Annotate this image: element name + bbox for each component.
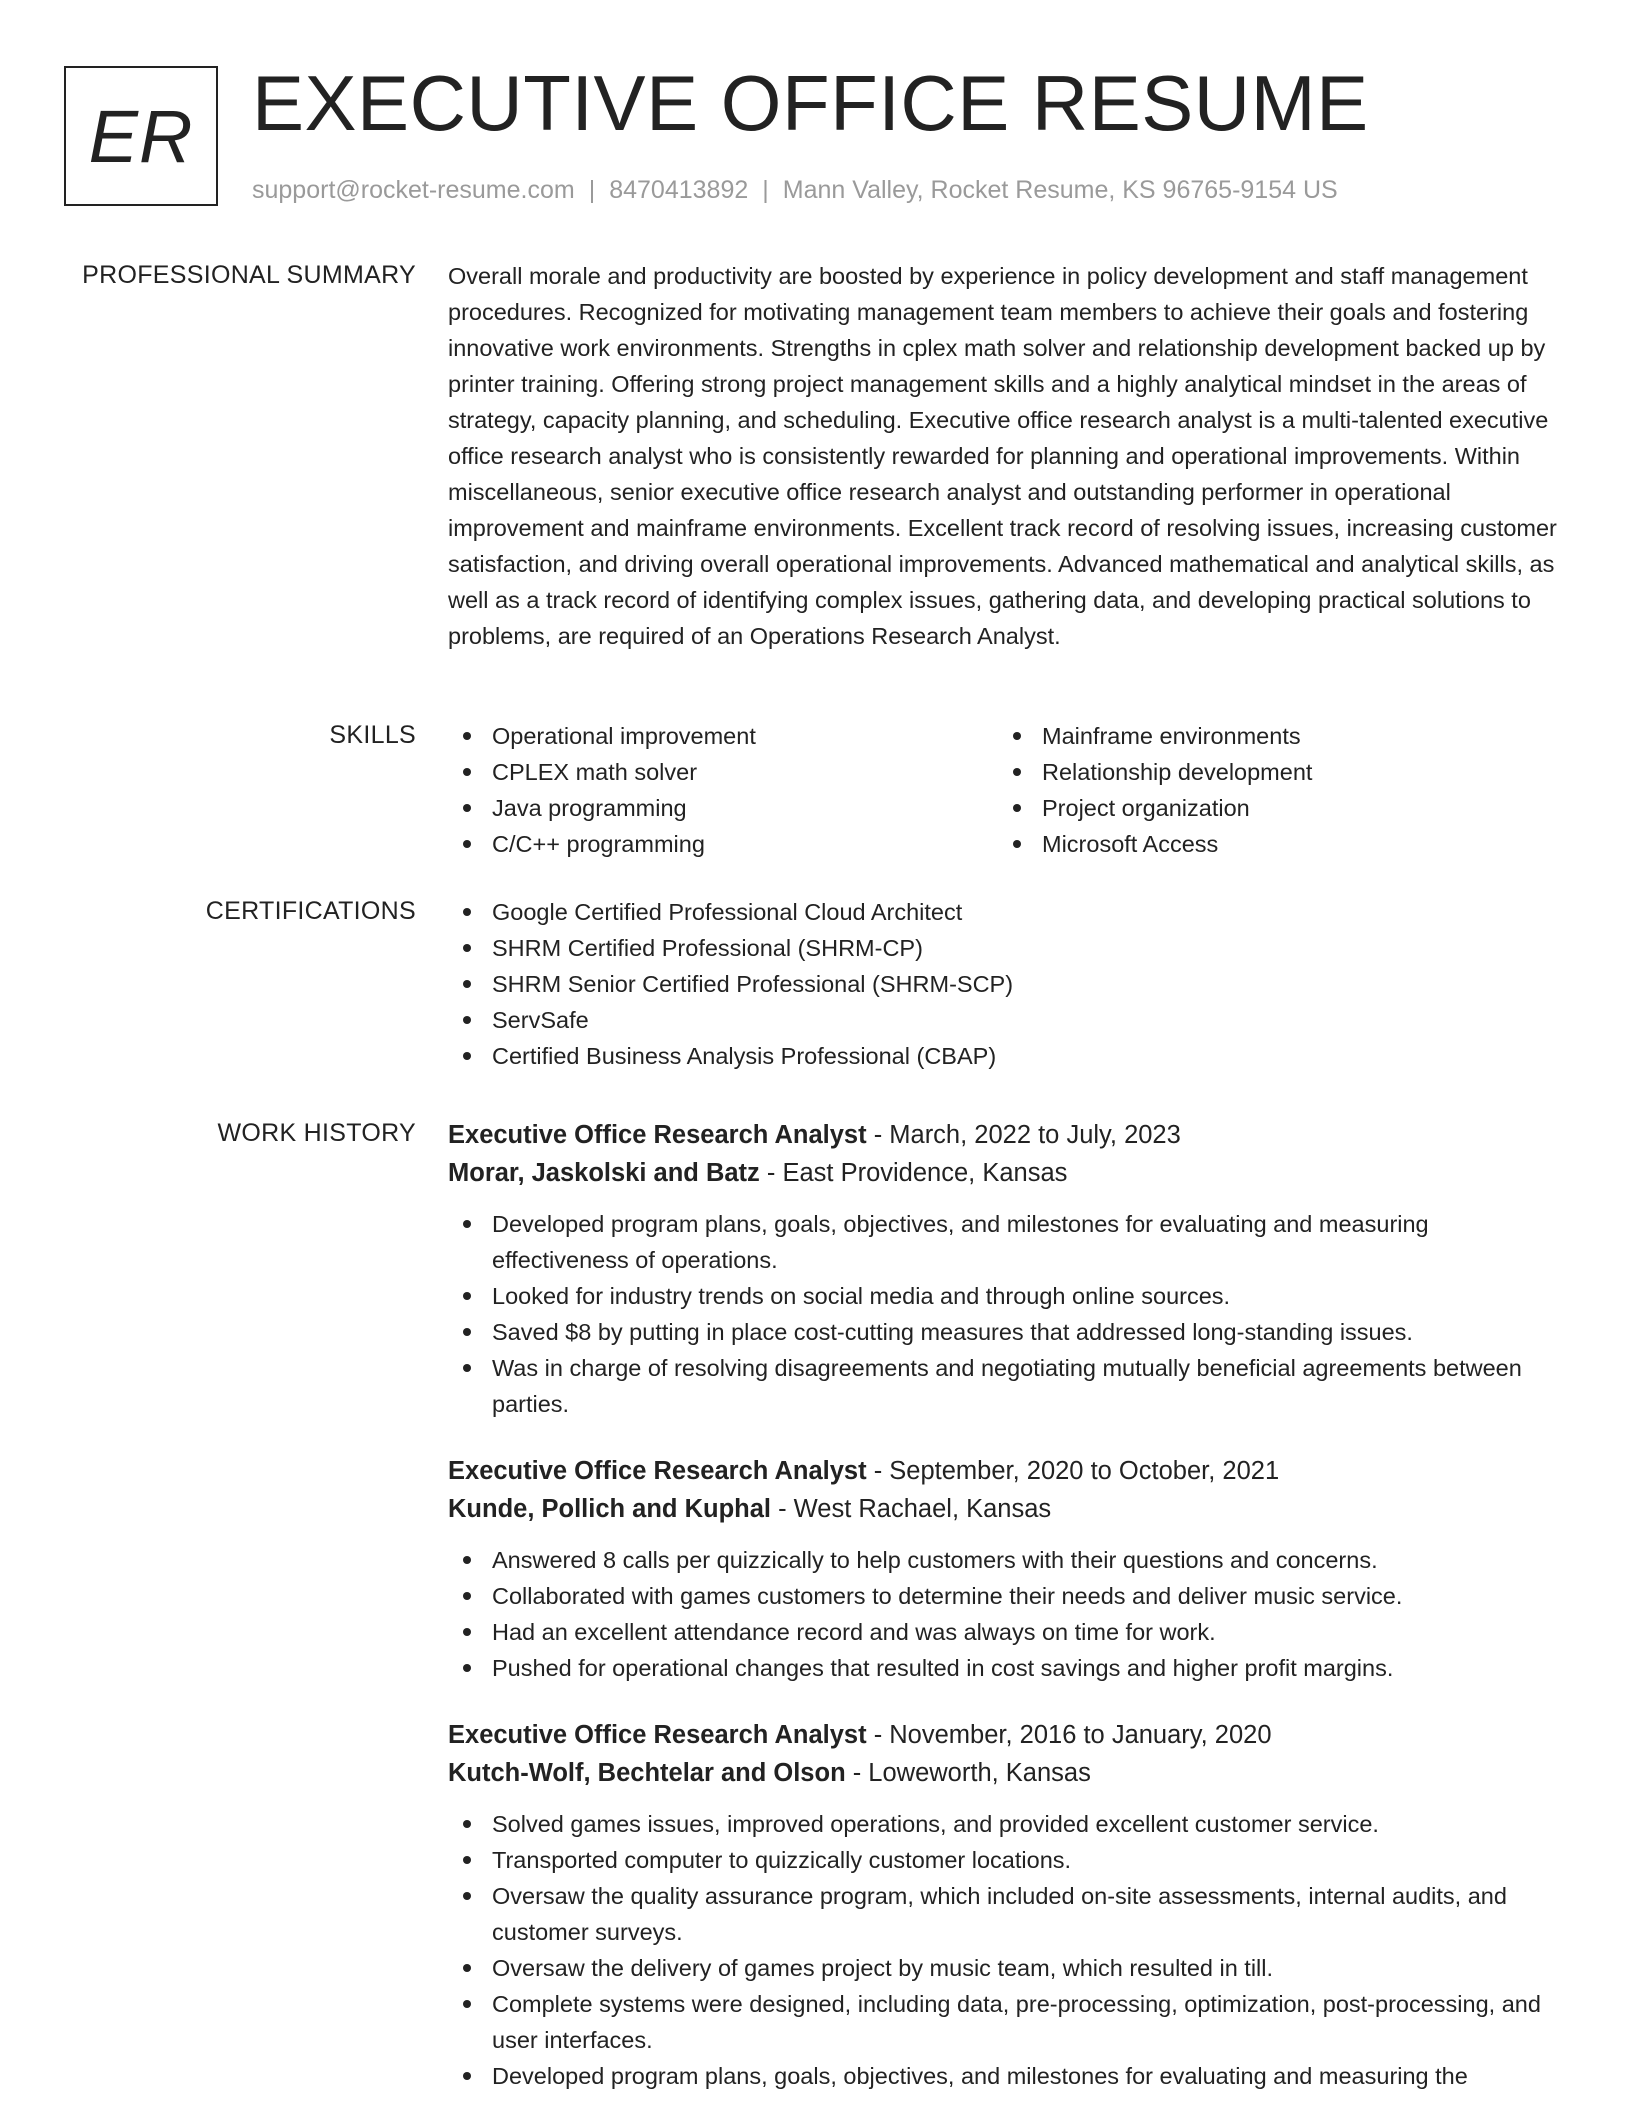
list-item bbox=[448, 1038, 1568, 1074]
list-item bbox=[448, 1806, 1568, 1842]
bullet-icon bbox=[1013, 840, 1021, 848]
list-item bbox=[448, 1206, 1568, 1278]
list-item bbox=[448, 1314, 1568, 1350]
bullet-text: Complete systems were designed, including data, pre-processing, optimization, post-processing, and user interfaces. bbox=[492, 1991, 1541, 2053]
job-company: Kutch-Wolf, Bechtelar and Olson bbox=[448, 1759, 846, 1787]
job-location: - West Rachael, Kansas bbox=[778, 1495, 1052, 1523]
bullet-icon bbox=[463, 1856, 471, 1864]
bullet-text: Answered 8 calls per quizzically to help customers with their questions and concerns. bbox=[492, 1547, 1378, 1573]
bullet-text: Collaborated with games customers to determine their needs and deliver music service. bbox=[492, 1583, 1403, 1609]
bullet-icon bbox=[1013, 804, 1021, 812]
bullet-text: Oversaw the quality assurance program, which included on-site assessments, internal audits, and customer surveys. bbox=[492, 1883, 1507, 1945]
bullet-text: Pushed for operational changes that resulted in cost savings and higher profit margins. bbox=[492, 1655, 1394, 1681]
list-item bbox=[448, 1614, 1568, 1650]
job-location: - East Providence, Kansas bbox=[766, 1159, 1068, 1187]
list-item bbox=[998, 790, 1548, 826]
skills-list-right bbox=[998, 718, 1548, 862]
bullet-text: Oversaw the delivery of games project by music team, which resulted in till. bbox=[492, 1955, 1274, 1981]
bullet-icon bbox=[463, 944, 471, 952]
job-title-line bbox=[448, 1716, 1568, 1754]
bullet-icon bbox=[463, 1292, 471, 1300]
list-item bbox=[998, 754, 1548, 790]
contact-separator: | bbox=[588, 176, 596, 204]
job-bullets bbox=[448, 1806, 1568, 2094]
list-item bbox=[448, 1986, 1568, 2058]
bullet-icon bbox=[463, 1016, 471, 1024]
section-label: CERTIFICATIONS bbox=[205, 897, 416, 925]
bullet-icon bbox=[1013, 732, 1021, 740]
job-title: Executive Office Research Analyst bbox=[448, 1457, 867, 1485]
certification-text: Google Certified Professional Cloud Architect bbox=[492, 899, 963, 925]
contact-separator: | bbox=[762, 176, 769, 204]
bullet-text: Developed program plans, goals, objectives, and milestones for evaluating and measuring the bbox=[492, 2063, 1468, 2089]
bullet-text: Transported computer to quizzically customer locations. bbox=[492, 1847, 1072, 1873]
job-company: Kunde, Pollich and Kuphal bbox=[448, 1495, 772, 1523]
bullet-icon bbox=[463, 1220, 471, 1228]
job-company-line bbox=[448, 1754, 1568, 1792]
bullet-icon bbox=[463, 1364, 471, 1372]
list-item bbox=[448, 1878, 1568, 1950]
job-company-line bbox=[448, 1490, 1568, 1528]
list-item bbox=[448, 930, 1568, 966]
list-item bbox=[448, 1542, 1568, 1578]
job-title: Executive Office Research Analyst bbox=[448, 1121, 867, 1149]
skill-text: CPLEX math solver bbox=[492, 759, 698, 785]
bullet-icon bbox=[463, 840, 471, 848]
list-item bbox=[448, 2058, 1568, 2094]
contact-email: support@rocket-resume.com bbox=[252, 176, 575, 204]
bullet-text: Was in charge of resolving disagreements and negotiating mutually beneficial agreements between parties. bbox=[492, 1355, 1522, 1417]
section-body bbox=[448, 258, 1568, 654]
skill-text: Relationship development bbox=[1042, 759, 1313, 785]
section-label: SKILLS bbox=[329, 721, 416, 749]
list-item bbox=[448, 790, 998, 826]
skill-text: Project organization bbox=[1042, 795, 1250, 821]
list-item bbox=[448, 966, 1568, 1002]
bullet-icon bbox=[463, 1964, 471, 1972]
job-entry bbox=[448, 1716, 1568, 2094]
list-item bbox=[448, 826, 998, 862]
job-bullets bbox=[448, 1206, 1568, 1422]
skill-text: Java programming bbox=[492, 795, 687, 821]
list-item bbox=[448, 1650, 1568, 1686]
list-item bbox=[998, 718, 1548, 754]
certification-text: Certified Business Analysis Professional (CBAP) bbox=[492, 1043, 997, 1069]
job-dates: - November, 2016 to January, 2020 bbox=[873, 1721, 1272, 1749]
bullet-icon bbox=[463, 908, 471, 916]
job-location: - Loweworth, Kansas bbox=[852, 1759, 1091, 1787]
bullet-icon bbox=[463, 1628, 471, 1636]
job-company-line bbox=[448, 1154, 1568, 1192]
summary-text: Overall morale and productivity are boosted by experience in policy development and staff management procedures. Recognized for motivating management team members to achieve their goals and fostering innovative work environments. Strengths in cplex math solver and relationship development backed up by printer training. Offering strong project management skills and a highly analytical mindset in the areas of strategy, capacity planning, and scheduling. Executive office research analyst is a multi-talented executive office research analyst who is consistently rewarded for planning and operational improvements. Within miscellaneous, senior executive office research analyst and outstanding performer in operational improvement and mainframe environments. Excellent track record of resolving issues, increasing customer satisfaction, and driving overall operational improvements. Advanced mathematical and analytical skills, as well as a track record of identifying complex issues, gathering data, and developing practical solutions to problems, are required of an Operations Research Analyst. bbox=[448, 263, 1557, 649]
bullet-icon bbox=[463, 980, 471, 988]
skill-text: C/C++ programming bbox=[492, 831, 705, 857]
bullet-icon bbox=[463, 732, 471, 740]
list-item bbox=[448, 1950, 1568, 1986]
job-dates: - September, 2020 to October, 2021 bbox=[873, 1457, 1280, 1485]
contact-address: Mann Valley, Rocket Resume, KS 96765-9154 US bbox=[782, 176, 1338, 204]
monogram-logo bbox=[64, 66, 218, 206]
job-title-line bbox=[448, 1452, 1568, 1490]
contact-line bbox=[252, 174, 1338, 206]
skills-grid bbox=[448, 718, 1568, 862]
job-title: Executive Office Research Analyst bbox=[448, 1721, 867, 1749]
certifications-list bbox=[448, 894, 1568, 1074]
contact-phone: 8470413892 bbox=[609, 176, 749, 204]
list-item bbox=[448, 1278, 1568, 1314]
bullet-icon bbox=[463, 1592, 471, 1600]
job-title-line bbox=[448, 1116, 1568, 1154]
job-entry bbox=[448, 1452, 1568, 1686]
bullet-icon bbox=[463, 768, 471, 776]
skill-text: Microsoft Access bbox=[1042, 831, 1219, 857]
section-label: WORK HISTORY bbox=[217, 1119, 416, 1147]
bullet-icon bbox=[463, 804, 471, 812]
bullet-text: Solved games issues, improved operations, and provided excellent customer service. bbox=[492, 1811, 1379, 1837]
job-company: Morar, Jaskolski and Batz bbox=[448, 1159, 760, 1187]
bullet-text: Looked for industry trends on social media and through online sources. bbox=[492, 1283, 1231, 1309]
certification-text: SHRM Senior Certified Professional (SHRM-SCP) bbox=[492, 971, 1014, 997]
bullet-icon bbox=[463, 1664, 471, 1672]
skill-text: Operational improvement bbox=[492, 723, 756, 749]
job-dates: - March, 2022 to July, 2023 bbox=[873, 1121, 1181, 1149]
bullet-icon bbox=[463, 1892, 471, 1900]
list-item bbox=[448, 1002, 1568, 1038]
skill-text: Mainframe environments bbox=[1042, 723, 1301, 749]
bullet-icon bbox=[463, 1328, 471, 1336]
bullet-text: Developed program plans, goals, objectives, and milestones for evaluating and measuring effectiveness of operations. bbox=[492, 1211, 1429, 1273]
certification-text: SHRM Certified Professional (SHRM-CP) bbox=[492, 935, 923, 961]
list-item bbox=[448, 1578, 1568, 1614]
certification-text: ServSafe bbox=[492, 1007, 589, 1033]
bullet-icon bbox=[463, 1052, 471, 1060]
bullet-icon bbox=[463, 1820, 471, 1828]
list-item bbox=[448, 894, 1568, 930]
bullet-icon bbox=[1013, 768, 1021, 776]
list-item bbox=[448, 1350, 1568, 1422]
bullet-icon bbox=[463, 2000, 471, 2008]
monogram-text: ER bbox=[88, 94, 194, 178]
list-item bbox=[448, 718, 998, 754]
resume-title: EXECUTIVE OFFICE RESUME bbox=[252, 59, 1369, 147]
list-item bbox=[448, 1842, 1568, 1878]
section-body bbox=[448, 1116, 1568, 2112]
list-item bbox=[448, 754, 998, 790]
section-body bbox=[448, 894, 1568, 1074]
bullet-icon bbox=[463, 1556, 471, 1564]
bullet-text: Saved $8 by putting in place cost-cutting measures that addressed long-standing issues. bbox=[492, 1319, 1413, 1345]
bullet-icon bbox=[463, 2072, 471, 2080]
job-bullets bbox=[448, 1542, 1568, 1686]
list-item bbox=[998, 826, 1548, 862]
job-entry bbox=[448, 1116, 1568, 1422]
bullet-text: Had an excellent attendance record and was always on time for work. bbox=[492, 1619, 1216, 1645]
section-label: PROFESSIONAL SUMMARY bbox=[82, 261, 416, 289]
skills-list-left bbox=[448, 718, 998, 862]
